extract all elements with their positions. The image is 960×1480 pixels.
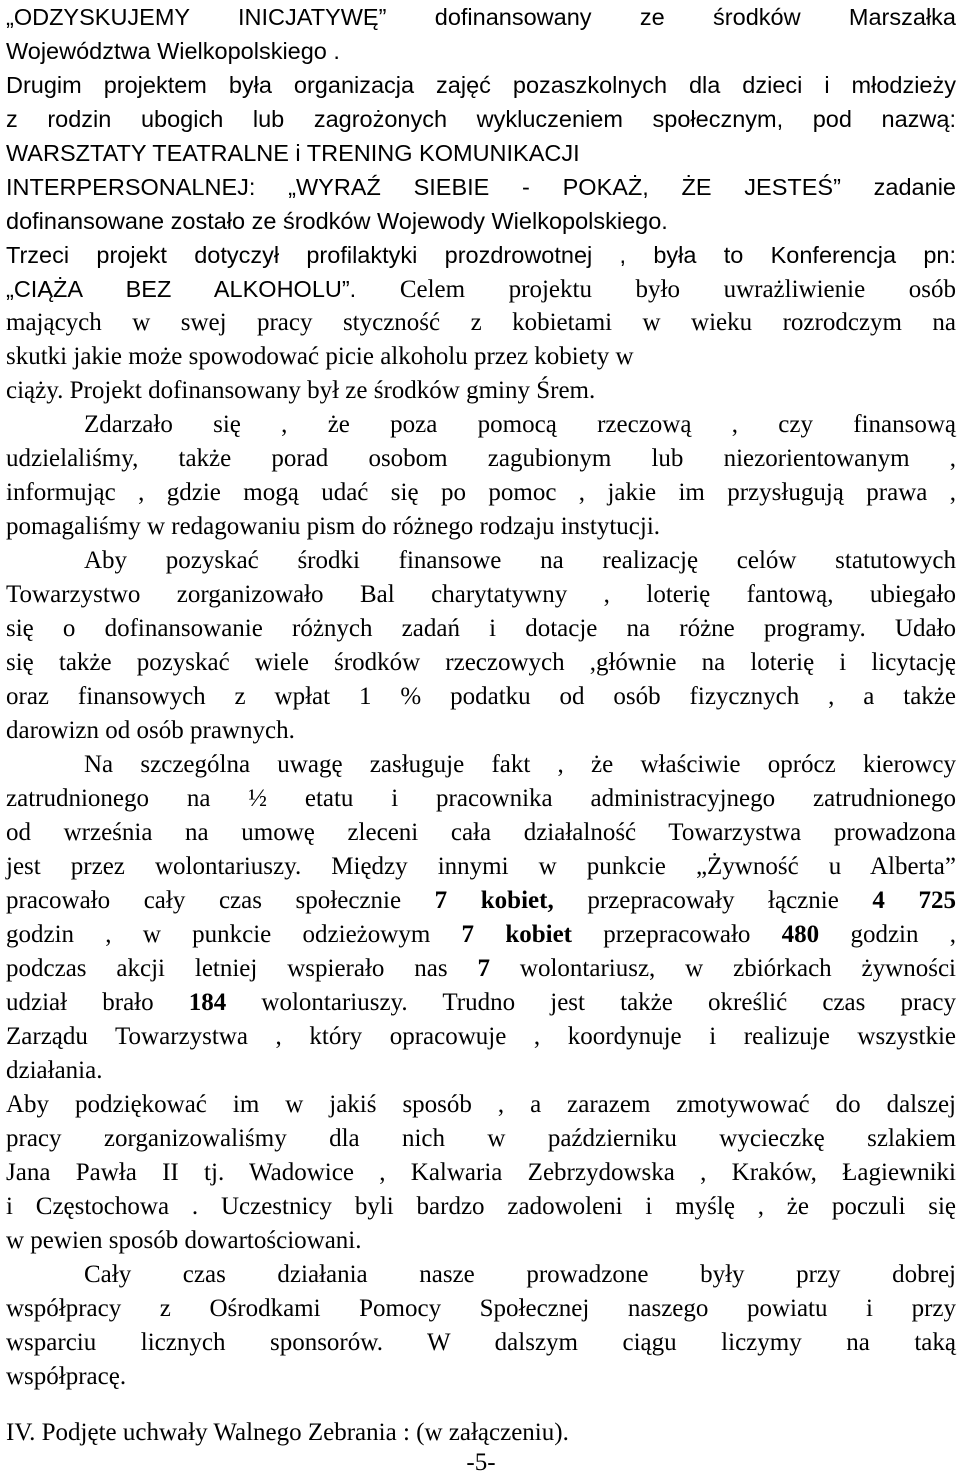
text-segment: wolontariuszy. Trudno jest także określić czas pracy (261, 989, 957, 1016)
text-segment: przepracowały łącznie (587, 887, 873, 914)
conference-title: „CIĄŻA BEZ ALKOHOLU”. (6, 276, 357, 302)
text-line (6, 884, 956, 918)
text-line: Aby podziękować im w jakiś sposób , a zarazem zmotywować do dalszej (6, 1091, 956, 1118)
text-line: „ODZYSKUJEMY INICJATYWĘ” dofinansowany ze środków Marszałka (6, 4, 956, 30)
text-line: WARSZTATY TEATRALNE i TRENING KOMUNIKACJI (6, 140, 580, 166)
text-line: Cały czas działania nasze prowadzone były przy dobrej (84, 1261, 956, 1288)
text-line (6, 918, 956, 952)
text-segment: pracowało cały czas społecznie (6, 887, 435, 914)
text-line: dofinansowane zostało ze środków Wojewody Wielkopolskiego. (6, 208, 668, 234)
text-line: Towarzystwo zorganizowało Bal charytatywny , loterię fantową, ubiegało (6, 581, 956, 608)
text-line: Jana Pawła II tj. Wadowice , Kalwaria Zebrzydowska , Kraków, Łagiewniki (6, 1159, 956, 1186)
text-line: wsparciu licznych sponsorów. W dalszym ciągu liczymy na taką (6, 1329, 956, 1356)
bold-count: 7 kobiet, (434, 887, 554, 914)
text-line: INTERPERSONALNEJ: „WYRAŹ SIEBIE - POKAŻ, ŻE JESTEŚ” zadanie (6, 174, 956, 200)
text-line: współpracy z Ośrodkami Pomocy Społecznej naszego powiatu i przy (6, 1295, 956, 1322)
text-line: pracy zorganizowaliśmy dla nich w październiku wycieczkę szlakiem (6, 1125, 956, 1152)
text-segment: godzin , (850, 921, 956, 948)
text-line: skutki jakie może spowodować picie alkoholu przez kobiety w (6, 343, 634, 370)
page-number: -5- (466, 1449, 496, 1476)
text-line: Na szczególna uwagę zasługuje fakt , że właściwie oprócz kierowcy (84, 751, 956, 778)
text-line (6, 272, 956, 306)
text-line: pomagaliśmy w redagowaniu pism do różnego rodzaju instytucji. (6, 513, 661, 540)
text-segment: Celem projektu było uwrażliwienie osób (399, 276, 956, 303)
text-line (6, 952, 956, 986)
text-line: się o dofinansowanie różnych zadań i dotacje na różne programy. Udało (6, 615, 956, 642)
text-segment: podczas akcji letniej wspierało nas (6, 955, 478, 982)
text-line: w pewien sposób dowartościowani. (6, 1227, 362, 1254)
section-heading: IV. Podjęte uchwały Walnego Zebrania : (w załączeniu). (6, 1419, 569, 1446)
text-line: informując , gdzie mogą udać się po pomoc , jakie im przysługują prawa , (6, 479, 956, 506)
text-line: jest przez wolontariuszy. Między innymi w punkcie „Żywność u Alberta” (6, 853, 956, 880)
bold-count: 184 (188, 989, 227, 1016)
text-line: i Częstochowa . Uczestnicy byli bardzo zadowoleni i myślę , że poczuli się (6, 1193, 956, 1220)
text-line: z rodzin ubogich lub zagrożonych wykluczeniem społecznym, pod nazwą: (6, 106, 956, 132)
text-line: współpracę. (6, 1363, 127, 1390)
text-segment: godzin , w punkcie odzieżowym (6, 921, 462, 948)
bold-hours: 480 (781, 921, 820, 948)
bold-count: 7 kobiet (461, 921, 572, 948)
text-line: działania. (6, 1057, 103, 1084)
text-line: się także pozyskać wiele środków rzeczowych ,głównie na loterię i licytację (6, 649, 956, 676)
text-line: Drugim projektem była organizacja zajęć pozaszkolnych dla dzieci i młodzieży (6, 72, 956, 98)
text-line: od września na umowę zleceni cała działalność Towarzystwa prowadzona (6, 819, 956, 846)
text-line: oraz finansowych z wpłat 1 % podatku od osób fizycznych , a także (6, 683, 956, 710)
text-line: mających w swej pracy styczność z kobietami w wieku rozrodczym na (6, 309, 956, 336)
text-line: Zarządu Towarzystwa , który opracowuje , koordynuje i realizuje wszystkie (6, 1023, 956, 1050)
text-line: Aby pozyskać środki finansowe na realizację celów statutowych (84, 547, 956, 574)
text-line: Zdarzało się , że poza pomocą rzeczową , czy finansową (84, 411, 956, 438)
text-segment: wolontariusz, w zbiórkach żywności (519, 955, 956, 982)
text-segment: przepracowało (603, 921, 782, 948)
text-segment: udział brało (6, 989, 189, 1016)
text-line: Województwa Wielkopolskiego . (6, 38, 340, 64)
text-line: ciąży. Projekt dofinansowany był ze środków gminy Śrem. (6, 377, 596, 404)
text-line (6, 986, 956, 1020)
text-line: udzielaliśmy, także porad osobom zagubionym lub niezorientowanym , (6, 445, 956, 472)
text-line: Trzeci projekt dotyczył profilaktyki prozdrowotnej , była to Konferencja pn: (6, 242, 956, 268)
text-line: zatrudnionego na ½ etatu i pracownika administracyjnego zatrudnionego (6, 785, 956, 812)
text-line: darowizn od osób prawnych. (6, 717, 295, 744)
bold-count: 7 (477, 955, 491, 982)
bold-hours: 4 725 (872, 887, 957, 914)
